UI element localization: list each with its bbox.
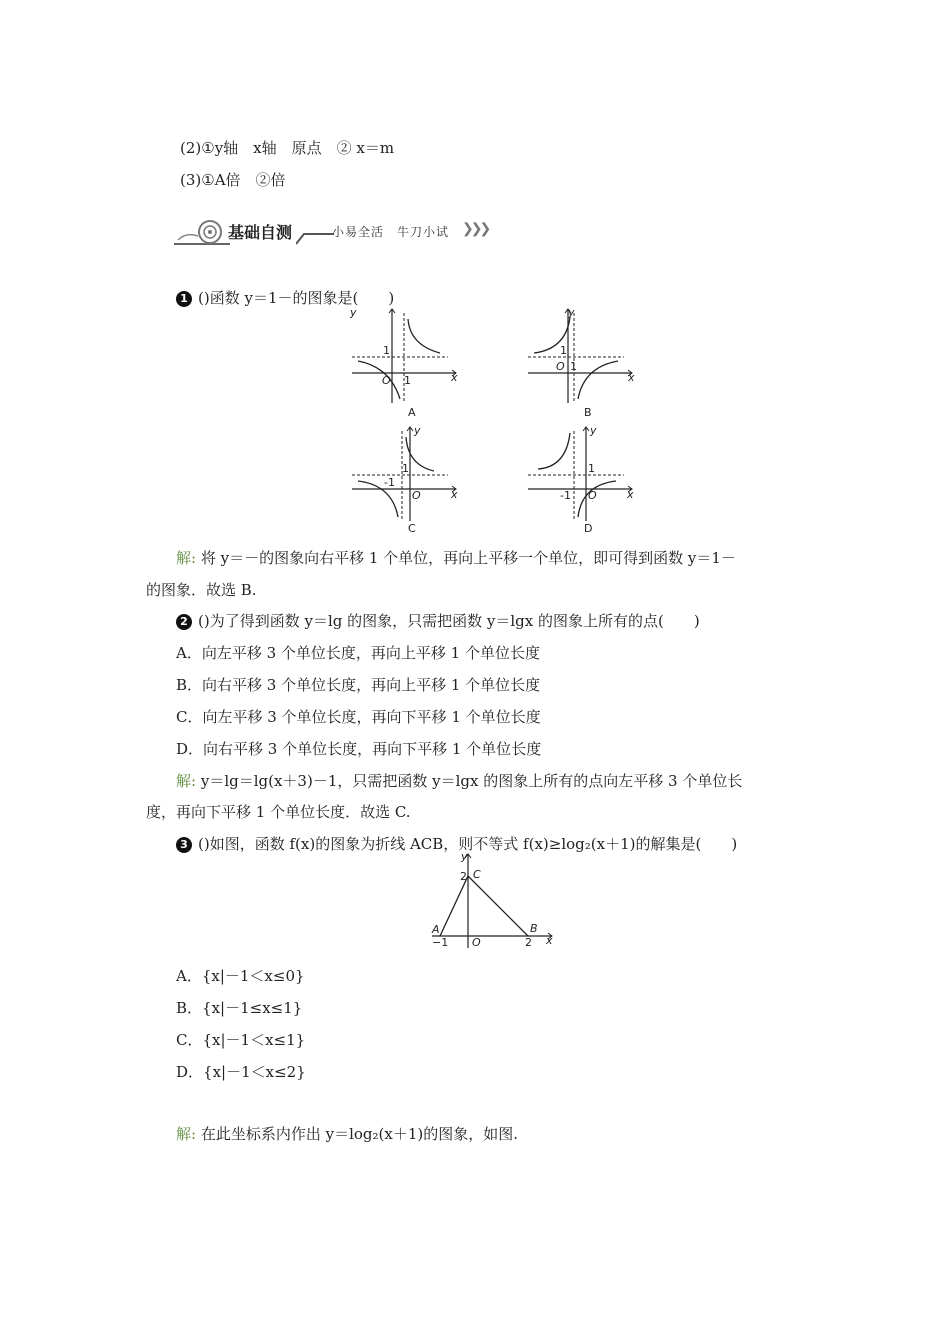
solution-2-line-1 <box>176 771 742 791</box>
solution-label: 解: <box>176 1125 197 1143</box>
section-banner <box>172 218 512 248</box>
tick-label-2: 2 <box>525 936 532 949</box>
question-stem: ()函数 y＝1－的图象是( ) <box>198 289 395 307</box>
option-b: B．{x|－1≤x≤1} <box>176 999 303 1017</box>
solution-1-line-1 <box>176 548 736 568</box>
axis-label-y: y <box>414 424 421 437</box>
option-c: C．{x|－1＜x≤1} <box>176 1031 306 1049</box>
axis-label-x: x <box>451 371 458 384</box>
tick-label-1: 1 <box>383 344 390 357</box>
tick-label-1: 1 <box>588 462 595 475</box>
axis-label-y: y <box>590 424 597 437</box>
axis-label-x: x <box>451 488 458 501</box>
graph-option-d <box>524 423 636 523</box>
banner-line-icon <box>296 218 336 248</box>
origin-label: O <box>382 374 391 387</box>
graph-option-a <box>348 305 460 405</box>
axis-label-y: y <box>350 306 357 319</box>
option-d: D．{x|－1＜x≤2} <box>176 1063 306 1081</box>
solution-label: 解: <box>176 772 197 790</box>
graph-option-b <box>524 305 636 405</box>
tick-label-neg1: -1 <box>384 476 395 489</box>
solution-text: 将 y＝－的图象向右平移 1 个单位，再向上平移一个单位，即可得到函数 y＝1－ <box>200 549 736 567</box>
tick-label-neg1: -1 <box>560 489 571 502</box>
question-stem: ()为了得到函数 y＝lg 的图象，只需把函数 y＝lgx 的图象上所有的点( ) <box>198 612 700 630</box>
origin-label: O <box>588 489 597 502</box>
option-d: D．向右平移 3 个单位长度，再向下平移 1 个单位长度 <box>176 740 542 758</box>
axis-label-x: x <box>628 371 635 384</box>
axis-label-y: y <box>568 306 575 319</box>
question-stem: ()如图，函数 f(x)的图象为折线 ACB，则不等式 f(x)≥log₂(x＋1)的解集是( ) <box>198 835 738 853</box>
origin-label: O <box>412 489 421 502</box>
solution-text: y＝lg＝lg(x＋3)－1，只需把函数 y＝lgx 的图象上所有的点向左平移 3 个单位长 <box>200 772 743 790</box>
question-number-badge: 1 <box>176 291 192 307</box>
axis-label-x: x <box>627 488 634 501</box>
section-3-line: (3)①A倍 ②倍 <box>180 171 286 189</box>
graph-label-d: D <box>584 522 593 535</box>
origin-label: O <box>472 936 481 949</box>
point-label-a: A <box>432 923 440 936</box>
tick-label-2: 2 <box>460 870 467 883</box>
solution-text: 在此坐标系内作出 y＝log₂(x＋1)的图象，如图. <box>200 1125 519 1143</box>
graph-label-b: B <box>584 406 592 419</box>
axis-label-y: y <box>461 850 468 863</box>
chevron-right-icon: ❯❯❯ <box>462 221 489 237</box>
graph-label-c: C <box>408 522 416 535</box>
solution-label: 解: <box>176 549 197 567</box>
tick-label-1: 1 <box>404 374 411 387</box>
banner-subtitle: 小易全活 牛刀小试 <box>332 225 450 239</box>
option-c: C．向左平移 3 个单位长度，再向下平移 1 个单位长度 <box>176 708 541 726</box>
tick-label-neg1: −1 <box>432 936 449 949</box>
banner-title: 基础自测 <box>228 223 293 242</box>
solution-1-line-2: 的图象．故选 B. <box>146 581 257 599</box>
solution-2-line-2: 度，再向下平移 1 个单位长度．故选 C. <box>146 803 411 821</box>
section-2-line: (2)①y轴 x轴 原点 ② x＝m <box>180 139 395 157</box>
tick-label-1: 1 <box>570 360 577 373</box>
question-2 <box>176 611 700 631</box>
origin-label: O <box>556 360 565 373</box>
point-label-c: C <box>473 868 481 881</box>
option-b: B．向右平移 3 个单位长度，再向上平移 1 个单位长度 <box>176 676 541 694</box>
axis-label-x: x <box>546 934 553 947</box>
tick-label-1: 1 <box>560 344 567 357</box>
solution-3-line-1 <box>176 1124 518 1144</box>
spiral-logo-icon <box>172 218 232 248</box>
question-number-badge: 2 <box>176 614 192 630</box>
graph-label-a: A <box>408 406 416 419</box>
option-a: A．向左平移 3 个单位长度，再向上平移 1 个单位长度 <box>176 644 540 662</box>
point-label-b: B <box>530 922 538 935</box>
broken-line-acb-figure <box>428 850 558 950</box>
tick-label-1: 1 <box>402 462 409 475</box>
question-number-badge: 3 <box>176 837 192 853</box>
option-a: A．{x|－1＜x≤0} <box>176 967 305 985</box>
